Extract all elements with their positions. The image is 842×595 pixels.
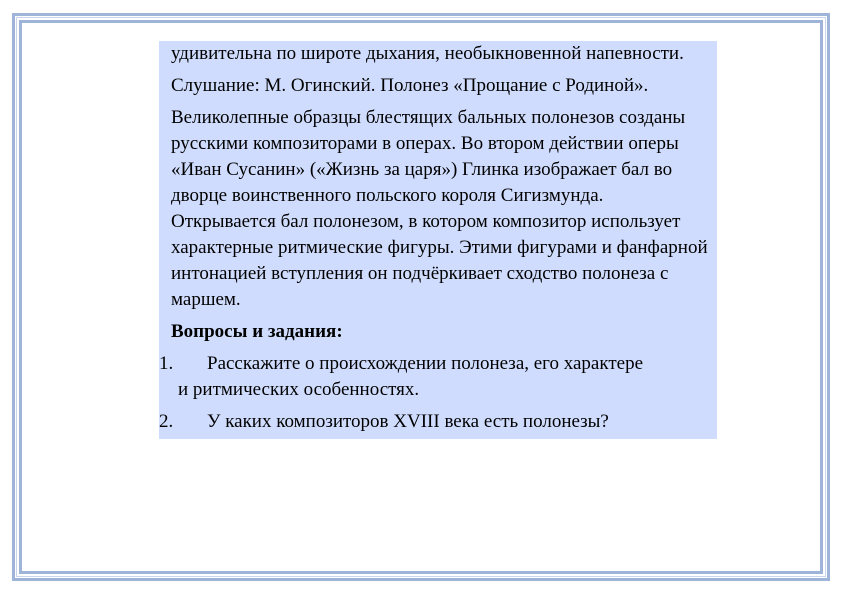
question-number: 1. [159, 353, 174, 374]
paragraph-1: удивительна по широте дыхания, необыкновенной напевности. [159, 41, 717, 67]
slide-text-block [159, 41, 717, 439]
question-item-1 [159, 345, 717, 403]
question-text: Расскажите о происхождении полонеза, его характере [207, 353, 644, 374]
paragraph-glinka: Великолепные образцы блестящих бальных полонезов созданы русскими композиторами в операх. Во втором действии оперы «Иван Сусанин» («Жизнь за царя») Глинка изображает бал во дворце воинственного польского короля Сигизмунда. Открывается бал полонезом, в котором композитор использует характерные ритмические фигуры. Этими фигурами и фанфарной интонацией вступления он подчёркивает сходство полонеза с маршем. [159, 99, 717, 313]
question-text: У каких композиторов XVIII века есть полонезы? [207, 411, 609, 432]
question-text-continued: и ритмических особенностях. [178, 379, 420, 400]
paragraph-listening: Слушание: М. Огинский. Полонез «Прощание с Родиной». [159, 67, 717, 99]
question-number: 2. [159, 411, 174, 432]
questions-heading: Вопросы и задания: [159, 313, 717, 345]
question-item-2 [159, 403, 717, 439]
